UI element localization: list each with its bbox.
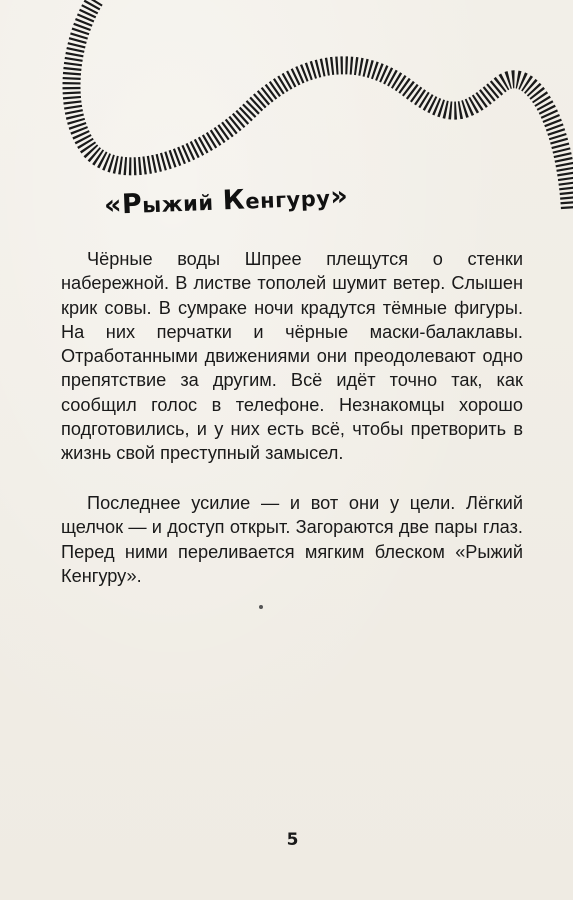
chapter-title: «Рыжий Кенгуру» (103, 180, 349, 221)
wavy-track-decoration (0, 0, 573, 260)
page-number: 5 (286, 830, 299, 850)
paragraph: Чёрные воды Шпрее плещутся о стенки набережной. В листве тополей шумит ветер. Слышен крик совы. В сумраке ночи крадутся тёмные фигуры. На них перчатки и чёрные маски-балаклавы. Отработанными движениями они преодолевают одно препятствие за другим. Всё идёт точно так, как сообщил голос в телефоне. Незнакомцы хорошо подготовились, и у них есть всё, чтобы претворить в жизнь свой преступный замысел. (61, 249, 523, 464)
paragraph: Последнее усилие — и вот они у цели. Лёгкий щелчок — и доступ открыт. Загораются две пары глаз. Перед ними переливается мягким блеском «Рыжий Кенгуру». (61, 493, 523, 586)
print-speck (259, 605, 263, 609)
body-text (61, 247, 523, 588)
